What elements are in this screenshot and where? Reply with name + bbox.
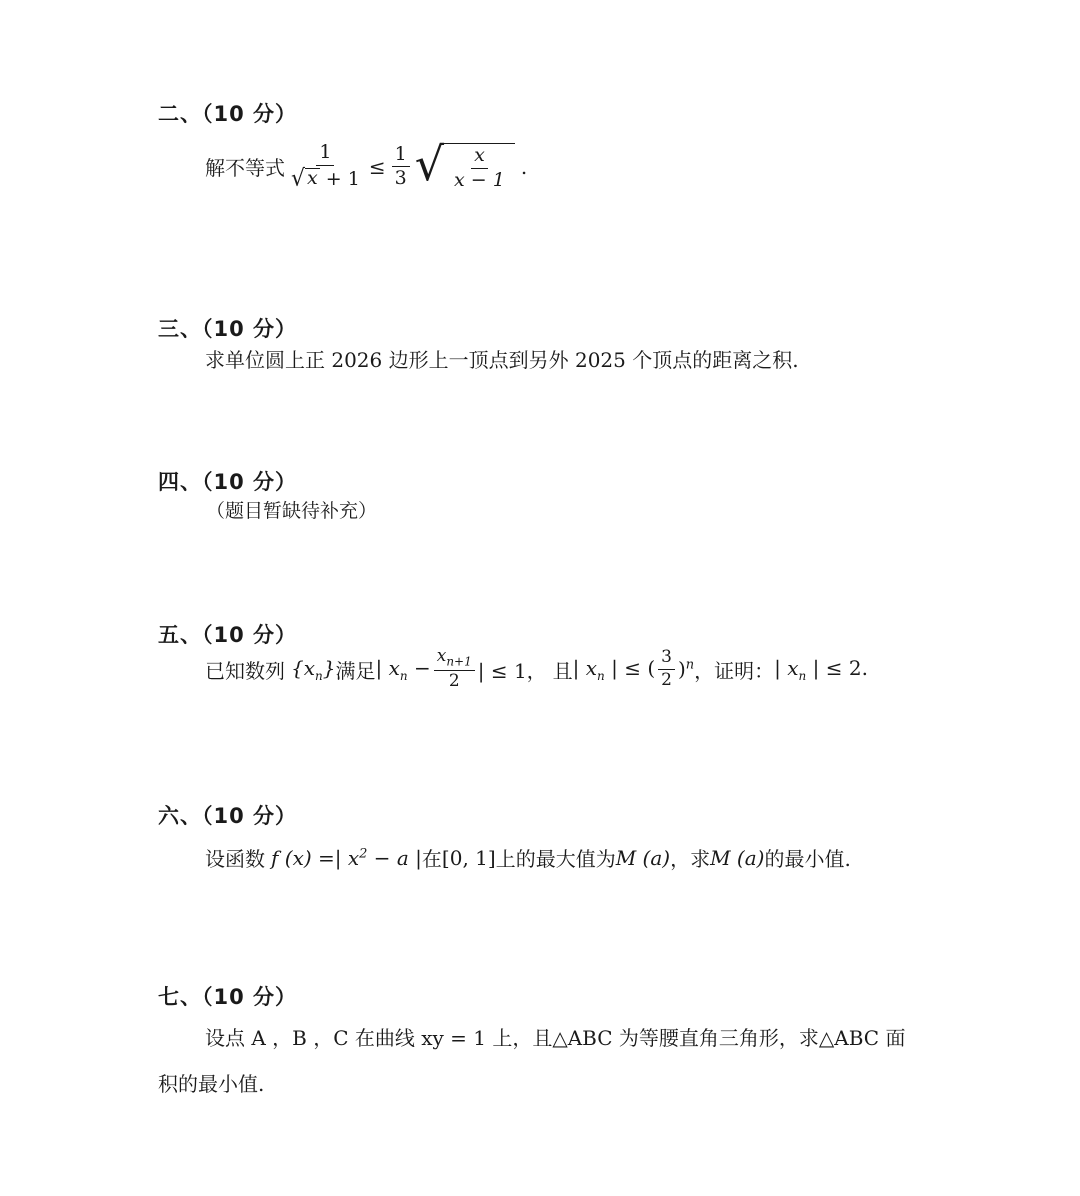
problem-5-text-b: 满足: [335, 658, 376, 683]
power-close: )$^n$: [677, 657, 695, 682]
function-def: f (x) =| $x^2 - a$ |: [271, 845, 422, 870]
big-sqrt: √ $\frac{x}{x - 1}$: [415, 143, 515, 191]
abs-expr-3: | $x_n$ | ≤ 2.: [774, 655, 868, 683]
problem-2-title: 二、（10 分）: [158, 102, 298, 126]
fraction-1: [288, 141, 363, 193]
abs-expr-1-close: | ≤ 1，: [477, 658, 547, 683]
interval: [0, 1]: [441, 845, 496, 870]
problem-6-text-a: 设函数: [205, 847, 265, 871]
fraction-3-over-2: $\frac{3}{2}$: [658, 649, 675, 690]
problem-5-text-d: ，证明：: [694, 658, 775, 683]
fraction-3: [451, 146, 508, 191]
fraction-1-numerator: 1: [316, 143, 334, 166]
fraction-xn1-over-2: $\frac{x_{n+1}}{2}$: [434, 648, 475, 691]
problem-3-title: 三、（10 分）: [158, 317, 298, 341]
problem-3-body: 求单位圆上正 2026 边形上一顶点到另外 2025 个顶点的距离之积.: [205, 348, 799, 372]
fraction-1-den-tail: + 1: [319, 168, 360, 191]
problem-6-text-d: ，求: [670, 847, 711, 871]
sequence-set: $\{x_n\}$: [291, 655, 336, 683]
problem-4-title: 四、（10 分）: [158, 470, 298, 494]
problem-2-body: [205, 137, 528, 193]
fraction-2-numerator: 1: [392, 145, 410, 168]
problem-6-text-b: 在: [421, 847, 442, 871]
problem-7-title: 七、（10 分）: [158, 985, 298, 1009]
M-of-a-2: M (a): [710, 845, 765, 870]
big-sqrt-radicand: [444, 143, 515, 191]
problem-7-line-1: 设点 A ，B ，C 在曲线 xy = 1 上，且△ABC 为等腰直角三角形，求△ABC 面: [205, 1026, 906, 1050]
problem-5-body: [205, 648, 868, 691]
fraction-2-denominator: 3: [394, 167, 407, 190]
problem-5-text-a: 已知数列: [205, 658, 285, 683]
fraction-1-denominator: [288, 165, 363, 193]
sqrt-x-radicand: x: [307, 167, 318, 190]
problem-6-body: [205, 843, 851, 872]
problem-7-line-2: 积的最小值.: [158, 1072, 265, 1096]
M-of-a: M (a): [615, 845, 671, 870]
relation-leq: ≤: [368, 154, 386, 179]
problem-4-body: （题目暂缺待补充）: [206, 500, 378, 522]
sqrt-x: √ x: [291, 165, 318, 193]
abs-expr-2: | $x_n$ | ≤ (: [572, 655, 656, 683]
fraction-2: [392, 142, 410, 190]
abs-expr-1: | $x_n$ −: [375, 655, 431, 683]
problem-6-text-e: 的最小值.: [764, 847, 851, 871]
problem-5-title: 五、（10 分）: [158, 623, 298, 647]
period: .: [520, 154, 528, 179]
problem-6-text-c: 上的最大值为: [495, 847, 616, 871]
problem-2-prefix: 解不等式: [205, 156, 285, 181]
fraction-3-denominator: x − 1: [454, 168, 505, 191]
problem-5-text-c: 且: [552, 658, 573, 683]
fraction-3-numerator: x: [471, 146, 488, 169]
problem-6-title: 六、（10 分）: [158, 804, 298, 828]
